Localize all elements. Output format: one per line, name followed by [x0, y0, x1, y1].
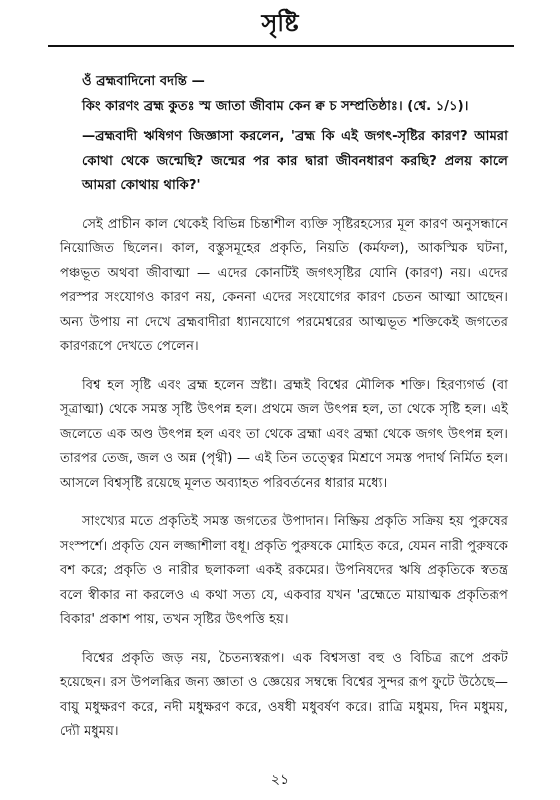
paragraph-2: বিশ্ব হল সৃষ্টি এবং ব্রহ্ম হলেন স্রষ্টা। ব্রহ্মই বিশ্বের মৌলিক শক্তি। হিরণ্যগর্ভ (বা সূত্রাত্মা) থেকে সমস্ত সৃষ্টি উৎপন্ন হল। প্রথমে জল উৎপন্ন হল, তা থেকে সৃষ্টি হল। এই জলেতে এক অণ্ড উৎপন্ন হল এবং তা থেকে ব্রহ্মা এবং ব্রহ্মা থেকে জগৎ উৎপন্ন হল। তারপর তেজ, জল ও অন্ন (পৃথ্বী) — এই তিন তত্ত্বের মিশ্রণে সমস্ত পদার্থ নির্মিত হল। আসলে বিশ্বসৃষ্টি রয়েছে মূলত অব্যাহত পরিবর্তনের ধারার মধ্যে। [60, 377, 508, 491]
verse-line-2: কিং কারণং ব্রহ্ম কুতঃ স্ম জাতা জীবাম কেন ক্ব চ সম্প্রতিষ্ঠাঃ। (শ্বে. ১/১)। [82, 98, 469, 114]
sanskrit-verse [60, 70, 508, 119]
page-title: সৃষ্টি [261, 9, 299, 37]
paragraph-4: বিশ্বের প্রকৃতি জড় নয়, চৈতন্যস্বরূপ। এক বিশ্বসত্তা বহু ও বিচিত্র রূপে প্রকট হয়েছেন। রস উপলব্ধির জন্য জ্ঞাতা ও জ্ঞেয়ের সম্বন্ধে বিশ্বের সুন্দর রূপ ফুটে উঠেছে— বায়ু মধুক্ষরণ করে, নদী মধুক্ষরণ করে, ওষধী মধুবর্ষণ করে। রাত্রি মধুময়, দিন মধুময়, দ্যৌ মধুময়। [60, 650, 508, 739]
page-number: ২১ [270, 772, 290, 788]
verse-line-1: ওঁ ব্রহ্মবাদিনো বদন্তি — [82, 74, 205, 89]
title-underline [48, 45, 514, 47]
paragraph-1: সেই প্রাচীন কাল থেকেই বিভিন্ন চিন্তাশীল ব্যক্তি সৃষ্টিরহস্যের মূল কারণ অনুসন্ধানে নিয়োজিত ছিলেন। কাল, বস্তুসমূহের প্রকৃতি, নিয়তি (কর্মফল), আকস্মিক ঘটনা, পঞ্চভূত অথবা জীবাত্মা — এদের কোনটিই জগৎসৃষ্টির যোনি (কারণ) নয়। এদের পরস্পর সংযোগও কারণ নয়, কেননা এদের সংযোগের কারণ চেতন আত্মা আছেন। অন্য উপায় না দেখে ব্রহ্মবাদীরা ধ্যানযোগে পরমেশ্বরের আত্মভূত শক্তিকেই জগতের কারণরূপে দেখতে পেলেন। [60, 216, 508, 354]
page-body [60, 70, 508, 745]
verse-translation: —ব্রহ্মবাদী ঋষিগণ জিজ্ঞাসা করলেন, 'ব্রহ্ম কি এই জগৎ-সৃষ্টির কারণ? আমরা কোথা থেকে জন্মেছি? জন্মের পর কার দ্বারা জীবনধারণ করছি? প্রলয় কালে আমরা কোথায় থাকি?' [82, 129, 508, 193]
paragraph-3: সাংখ্যের মতে প্রকৃতিই সমস্ত জগতের উপাদান। নিষ্ক্রিয় প্রকৃতি সক্রিয় হয় পুরুষের সংস্পর্শে। প্রকৃতি যেন লজ্জাশীলা বধূ। প্রকৃতি পুরুষকে মোহিত করে, যেমন নারী পুরুষকে বশ করে; প্রকৃতি ও নারীর ছলাকলা একই রকমের। উপনিষদের ঋষি প্রকৃতিকে স্বতন্ত্র বলে স্বীকার না করলেও এ কথা সত্য যে, একবার যখন 'ব্রহ্মেতে মায়াত্মক প্রকৃতিরূপ বিকার' প্রকাশ পায়, তখন সৃষ্টির উৎপত্তি হয়। [60, 514, 508, 627]
